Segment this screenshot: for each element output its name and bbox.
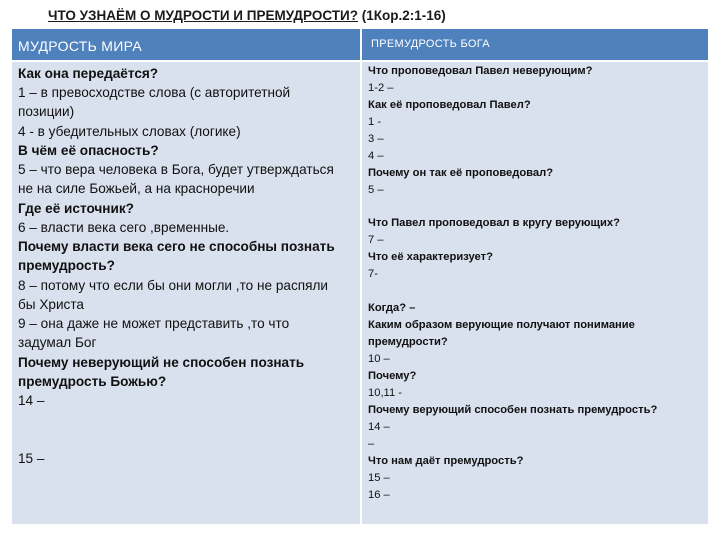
right-line: – [368, 438, 375, 450]
right-line: Почему? [368, 370, 417, 382]
right-line: 7- [368, 268, 378, 280]
right-line: Почему верующий способен познать премудрость? [368, 404, 658, 416]
right-line: 10,11 - [368, 387, 402, 399]
left-line: Как она передаётся? [18, 66, 159, 81]
left-line: не на силе Божьей, а на красноречии [18, 181, 255, 196]
right-line: 3 – [368, 133, 384, 145]
page-title [48, 8, 446, 23]
right-line: 10 – [368, 353, 390, 365]
left-line: 4 - в убедительных словах (логике) [18, 124, 241, 139]
left-line: Почему власти века сего не способны познать [18, 239, 335, 254]
right-line: 4 – [368, 150, 384, 162]
left-line: В чём её опасность? [18, 143, 159, 158]
left-line: Почему неверующий не способен познать [18, 355, 305, 370]
left-line: Где её источник? [18, 201, 134, 216]
left-line: 6 – власти века сего ,временные. [18, 220, 230, 235]
right-line: Что нам даёт премудрость? [368, 455, 524, 467]
table-body-row [12, 62, 708, 524]
right-line: 1-2 – [368, 82, 394, 94]
right-line: 15 – [368, 472, 390, 484]
right-line: премудрости? [368, 336, 448, 348]
left-line: 8 – потому что если бы они могли ,то не распяли [18, 278, 328, 293]
left-line: премудрость? [18, 258, 115, 273]
header-worldly-wisdom: МУДРОСТЬ МИРА [12, 29, 360, 60]
comparison-table [12, 29, 708, 524]
right-line: Каким образом верующие получают понимание [368, 319, 635, 331]
right-line: Что проповедовал Павел неверующим? [368, 65, 593, 77]
right-line: 16 – [368, 489, 390, 501]
left-line: премудрость Божью? [18, 374, 167, 389]
right-line: 1 - [368, 116, 382, 128]
left-line: 14 – [18, 393, 45, 408]
title-main: ЧТО УЗНАЁМ О МУДРОСТИ И ПРЕМУДРОСТИ? [48, 8, 358, 23]
right-line: Что Павел проповедовал в кругу верующих? [368, 217, 620, 229]
left-line: задумал Бог [18, 335, 97, 350]
left-line: 9 – она даже не может представить ,то что [18, 316, 290, 331]
table-header-row [12, 29, 708, 60]
header-divine-wisdom: ПРЕМУДРОСТЬ БОГА [362, 29, 708, 60]
right-line: 7 – [368, 234, 384, 246]
left-line: 1 – в превосходстве слова (с авторитетной [18, 85, 291, 100]
right-line: 5 – [368, 184, 384, 196]
cell-worldly-wisdom [12, 62, 360, 524]
title-reference: (1Кор.2:1-16) [357, 8, 446, 23]
right-line: Что её характеризует? [368, 251, 493, 263]
left-line: 15 – [18, 451, 45, 466]
right-line: Когда? – [368, 302, 416, 314]
right-line: Почему он так её проповедовал? [368, 167, 554, 179]
left-line: позиции) [18, 104, 75, 119]
right-line: Как её проповедовал Павел? [368, 99, 531, 111]
left-line: бы Христа [18, 297, 84, 312]
left-line: 5 – что вера человека в Бога, будет утверждаться [18, 162, 334, 177]
right-line: 14 – [368, 421, 390, 433]
cell-divine-wisdom [362, 62, 708, 524]
